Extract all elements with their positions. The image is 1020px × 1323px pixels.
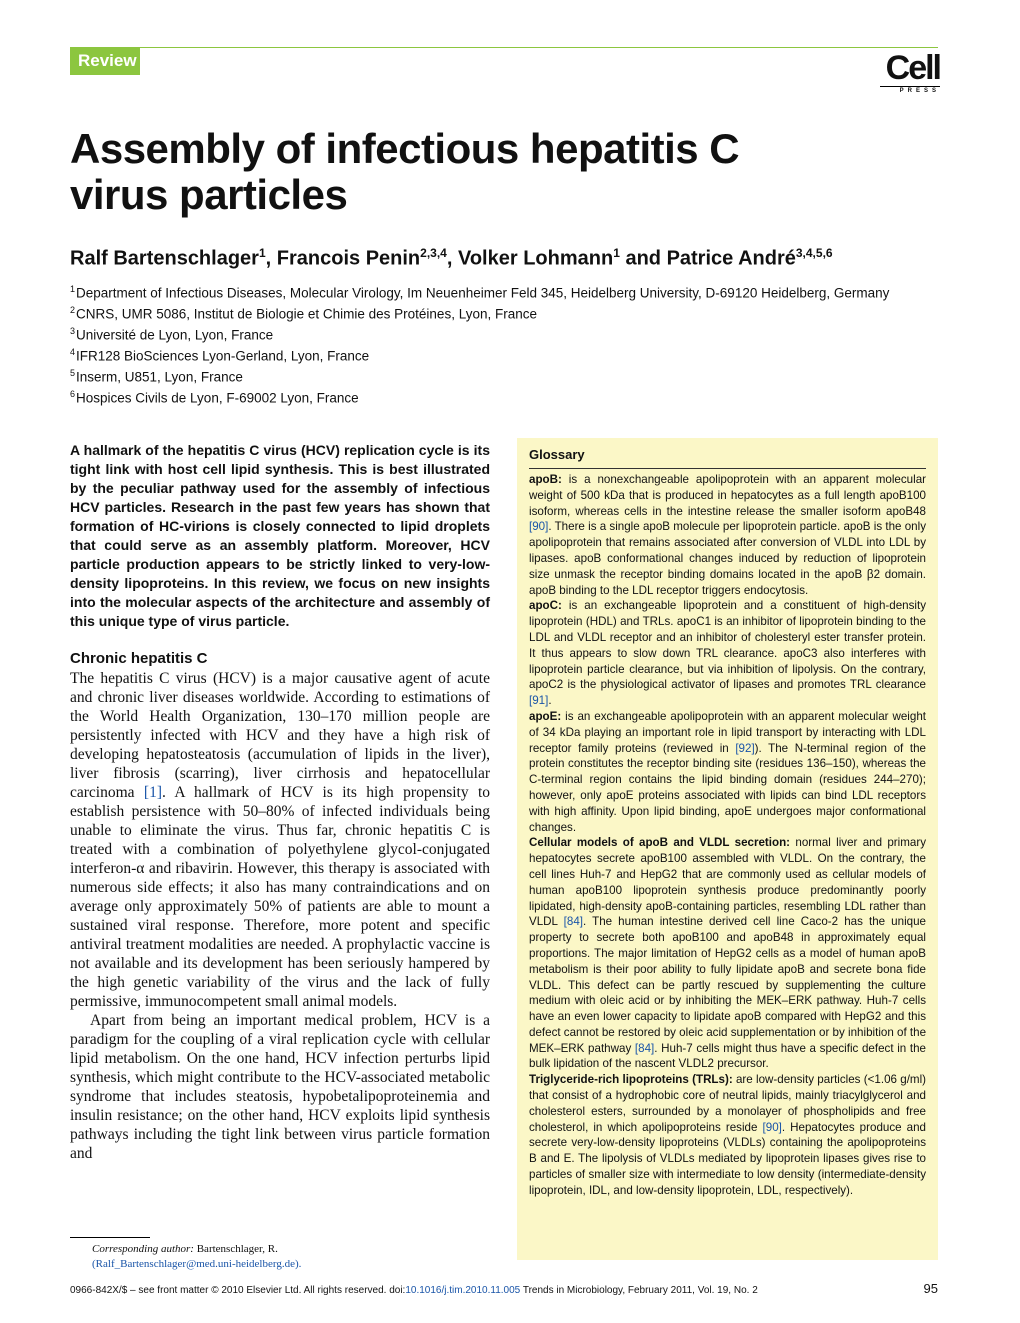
para1-text-a: The hepatitis C virus (HCV) is a major causative agent of acute and chronic liver diseases worldwide. According to estimations of the World Health Organization, 130–170 million people are persistently infected with HCV and they have a high risk of developing hepatosteatosis (accumulation of lipids in the liver), liver fibrosis (scarring), liver cirrhosis and hepatocellular carcinoma <box>70 670 490 801</box>
glossary-definition: . The human intestine derived cell line Caco-2 has the unique property to secrete both apoB100 and apoB48 in approximately equal proportions. The major limitation of HepG2 cells as a model of human apoB metabolism is their poor ability to fully lipidate apoB and secrete bona fide VLDL. This defect can be partly rescued by supplementing the culture medium with oleic acid or by inhibiting the MEK–ERK pathway. Huh-7 cells have an even lower capacity to lipidate apoB compared with HepG2 and this defect cannot be restored by oleic acid supplementation or by inhibition of the MEK–ERK pathway <box>529 915 927 1055</box>
body-paragraph-2: Apart from being an important medical problem, HCV is a paradigm for the coupling of a viral replication cycle with cellular lipid metabolism. On the one hand, HCV infection perturbs lipid synthesis, which might contribute to the HCV-associated metabolic syndrome that includes steatosis, hypobetalipoproteinemia and insulin resistance; on the other hand, HCV exploits lipid synthesis pathways including the tight link between virus particle formation and <box>70 1012 490 1162</box>
reference-link[interactable]: [90] <box>529 520 549 534</box>
affiliation-text: CNRS, UMR 5086, Institut de Biologie et Chimie des Protéines, Lyon, France <box>76 306 537 322</box>
glossary-box <box>517 438 938 1260</box>
glossary-title: Glossary <box>529 446 926 469</box>
footnote-name: Bartenschlager, R. <box>193 1243 278 1255</box>
glossary-term: apoB: <box>529 473 562 486</box>
glossary-term: apoC: <box>529 599 562 613</box>
glossary-definition: . Huh-7 cells might thus have a specific defect in the bulk lipidation of the nascent VLDL2 precursor. <box>529 1041 926 1071</box>
glossary-definition: ). The N-terminal region of the protein constitutes the receptor binding site (residues 136–150), whereas the C-terminal region contains the lipid binding domain (residues 244–270); however, only apoE proteins associated with lipids can bind LDL receptors with high affinity. Upon lipid binding, apoE undergoes major conformational changes. <box>529 741 926 834</box>
reference-link[interactable]: [91] <box>529 694 549 708</box>
author-list <box>70 240 950 272</box>
author-separator: , <box>446 247 458 270</box>
affiliation-item <box>70 344 930 365</box>
glossary-term: Triglyceride-rich lipoproteins (TRLs): <box>529 1073 733 1087</box>
affiliation-number: 2 <box>70 305 76 316</box>
author-affiliation-marker: 1 <box>258 246 266 260</box>
doi-link[interactable]: 10.1016/j.tim.2010.11.005 <box>405 1285 521 1296</box>
glossary-body <box>529 472 926 1199</box>
affiliation-number: 5 <box>70 368 76 379</box>
reference-link[interactable]: [90] <box>762 1120 782 1134</box>
author-separator: and <box>619 247 667 270</box>
glossary-term: apoE: <box>529 709 562 723</box>
logo-word: Cell <box>885 49 940 87</box>
affiliation-number: 6 <box>70 389 76 400</box>
glossary-definition: is an exchangeable lipoprotein and a constituent of high-density lipoprotein (HDL) and TRLs. apoC1 is an inhibitor of lipoprotein binding to the LDL and VLDL receptor and an inhibitor of cholesteryl ester transfer protein. It thus appears to slow down TRL clearance. apoC3 also interferes with lipoprotein particle clearance, but via inhibition of lipolysis. On the contrary, apoC2 is the physiological activator of lipases and promotes TRL clearance <box>529 599 926 692</box>
affiliation-item <box>70 281 930 302</box>
affiliation-item <box>70 365 930 386</box>
header-rule <box>70 47 938 48</box>
affiliation-text: Université de Lyon, Lyon, France <box>76 327 274 343</box>
affiliation-item <box>70 386 930 407</box>
reference-link[interactable]: [1] <box>143 784 162 801</box>
affiliation-text: Hospices Civils de Lyon, F-69002 Lyon, France <box>76 390 359 406</box>
author-name: Patrice André <box>666 247 796 270</box>
glossary-definition: . Hepatocytes produce and secrete very-low-density lipoproteins (VLDLs) containing the apolipoproteins B and E. The lipolysis of VLDLs mediated by lipoprotein lipases gives rise to particles of smaller size with intermediate to low density (intermediate-density lipoprotein, IDL, and low-density lipoprotein, LDL, respectively). <box>529 1120 926 1197</box>
abstract: A hallmark of the hepatitis C virus (HCV) replication cycle is its tight link with host cell lipid synthesis. This is best illustrated by the peculiar pathway used for the assembly of infectious HCV particles. Research in the past few years has shown that formation of HC-virions is closely connected to lipid droplets that could serve as an assembly platform. Moreover, HCV particle production appears to be strictly linked to very-low-density lipoproteins. In this review, we focus on new insights into the molecular aspects of the architecture and assembly of this unique type of virus particle. <box>70 442 490 629</box>
section-heading: Chronic hepatitis C <box>70 650 208 667</box>
para1-text-b: . A hallmark of HCV is its high propensity to establish persistence with 50–80% of infected individuals being unable to eliminate the virus. Thus far, chronic hepatitis C is treated with a combination of polyethylene glycol-conjugated interferon-α and ribavirin. However, this therapy is associated with numerous side effects; it also has many contraindications and on average only approximately 50% of patients are able to mount a sustained viral response. Therefore, more potent and specific antiviral treatment modalities are needed. A prophylactic vaccine is not available and its development has been seriously hampered by the high genetic variability of the virus and the lack of fully permissive, immunocompetent small animal models. <box>70 784 490 1010</box>
review-badge: Review <box>70 47 140 75</box>
footer-copyright: 0966-842X/$ – see front matter © 2010 Elsevier Ltd. All rights reserved. doi: <box>70 1285 406 1296</box>
body-paragraph-1 <box>70 669 490 1011</box>
author-affiliation-marker: 3,4,5,6 <box>795 246 833 260</box>
author-affiliation-marker: 2,3,4 <box>420 246 447 260</box>
affiliation-item <box>70 302 930 323</box>
author-affiliation-marker: 1 <box>613 246 620 260</box>
cell-press-logo <box>880 49 940 96</box>
footer-citation <box>70 1284 758 1298</box>
glossary-definition: . <box>548 694 552 708</box>
glossary-definition: are low-density particles (<1.06 g/ml) that consist of a hydrophobic core of neutral lipids, mainly triacylglycerol and cholesterol esters, surrounded by a monolayer of phospholipids and free cholesterol, in which apolipoproteins reside <box>529 1073 927 1134</box>
affiliation-text: IFR128 BioSciences Lyon-Gerland, Lyon, France <box>76 348 370 364</box>
author-separator: , <box>265 247 277 270</box>
affiliations <box>70 281 930 408</box>
affiliation-text: Department of Infectious Diseases, Molecular Virology, Im Neuenheimer Feld 345, Heidelberg University, D-69120 Heidelberg, Germany <box>76 285 890 301</box>
footnote-label: Corresponding author: <box>92 1243 194 1255</box>
glossary-term: Cellular models of apoB and VLDL secretion: <box>529 836 791 850</box>
footnote-text <box>70 1242 490 1272</box>
glossary-definition: . There is a single apoB molecule per lipoprotein particle. apoB is the only apolipoprotein that remains associated after conversion of VLDL into LDL by lipases. apoB conformational changes induced by reduction of lipoprotein size unmask the receptor binding domains located in the apoB β2 domain. apoB binding to the LDL receptor triggers endocytosis. <box>529 520 926 597</box>
article-title <box>70 126 930 218</box>
glossary-definition: is an exchangeable apolipoprotein with an apparent molecular weight of 34 kDa playing an important role in lipid transport by interacting with LDL receptor family proteins (reviewed in <box>529 709 926 755</box>
footnote-rule <box>70 1237 150 1238</box>
left-column <box>70 441 490 1163</box>
affiliation-item <box>70 323 930 344</box>
affiliation-number: 4 <box>70 347 76 358</box>
author-name: Ralf Bartenschlager <box>70 247 259 270</box>
title-line-1: Assembly of infectious hepatitis C <box>70 125 740 172</box>
reference-link[interactable]: [84] <box>634 1041 655 1055</box>
glossary-definition: is a nonexchangeable apolipoprotein with an apparent molecular weight of 500 kDa that is produced in hepatocytes as a full length apoB100 isoform, whereas cells in the intestine release the smaller isoform apoB48 <box>529 473 926 518</box>
footer-journal: Trends in Microbiology, February 2011, Vol. 19, No. 2 <box>520 1285 758 1296</box>
author-name: Francois Penin <box>276 247 421 270</box>
title-line-2: virus particles <box>70 171 348 218</box>
page-number: 95 <box>923 1281 938 1296</box>
author-email-link[interactable]: (Ralf_Bartenschlager@med.uni-heidelberg.de). <box>92 1258 302 1270</box>
corresponding-author-footnote <box>70 1237 490 1272</box>
affiliation-text: Inserm, U851, Lyon, France <box>76 369 243 385</box>
glossary-definition: normal liver and primary hepatocytes secrete apoB100 assembled with VLDL. On the contrary, the cell lines Huh-7 and HepG2 that are commonly used as cellular models of human apoB100 lipoprotein synthesis produce predominantly poorly lipidated, high-density apoB-containing particles, resembling LDL rather than VLDL <box>529 836 927 929</box>
logo-sub: PRESS <box>880 86 940 94</box>
affiliation-number: 1 <box>70 284 76 294</box>
affiliation-number: 3 <box>70 326 76 337</box>
reference-link[interactable]: [92] <box>735 741 755 755</box>
author-name: Volker Lohmann <box>457 247 614 270</box>
reference-link[interactable]: [84] <box>563 915 584 929</box>
